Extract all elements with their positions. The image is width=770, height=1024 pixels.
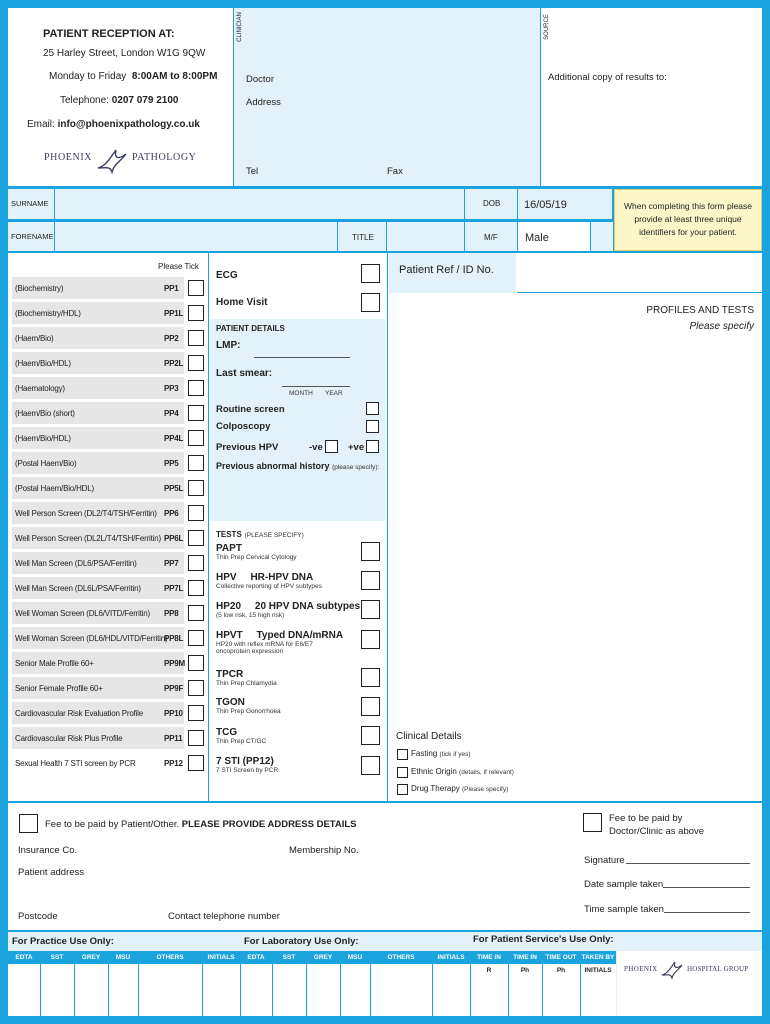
test-title: TGON [216,697,245,708]
profile-checkbox[interactable] [188,755,204,771]
profile-row [12,477,206,499]
middle-divider [387,253,388,801]
forename-field[interactable] [55,222,337,251]
profile-row [12,302,206,324]
test-title: TCG [216,727,238,738]
phoenix-bird-icon [94,146,130,176]
routine-screen-label: Routine screen [216,404,285,415]
test-sub: Thin Prep CT/GC [216,738,267,745]
profile-name: Cardiovascular Risk Evaluation Profile [15,709,144,718]
profile-row [12,452,206,474]
profile-name: Well Woman Screen (DL6/VITD/Ferritin) [15,609,151,618]
profile-code: PP9M [164,659,185,668]
profile-name: Senior Female Profile 60+ [15,684,103,693]
laboratory-table [240,951,470,1016]
patient-details-title: PATIENT DETAILS [216,324,285,333]
profile-code: PP4L [164,434,184,443]
profile-code: PP5L [164,484,184,493]
profile-row [12,602,206,624]
forename-label: FORENAME [11,232,54,241]
ps-sub-ph: Ph [520,967,530,974]
profile-name: Well Woman Screen (DL6/HDL/VITD/Ferritin) [15,634,168,643]
membership-label: Membership No. [289,845,359,856]
profile-code: PP8 [164,609,179,618]
test-title: HP20 20 HPV DNA subtypes [216,601,361,612]
identifier-notice: When completing this form please provide at least three unique identifiers for your patient. [614,189,762,251]
profile-checkbox[interactable] [188,555,204,571]
ps-sub-r: R [486,967,492,974]
test-item [216,756,278,774]
lmp-line[interactable] [254,357,350,358]
home-visit-checkbox[interactable] [361,293,380,312]
ps-sub-initials: INITIALS [584,967,612,974]
hpv-negative-checkbox[interactable] [325,440,338,453]
profile-row [12,702,206,724]
ps-col-time-in-ph: TIME IN [513,954,537,961]
drug-therapy-label: Drug Therapy (Please specify) [411,784,509,793]
profile-name: (Haem/Bio/HDL) [15,359,71,368]
profile-code: PP1 [164,284,179,293]
profile-checkbox[interactable] [188,330,204,346]
insurance-label: Insurance Co. [18,845,78,856]
fax-label: Fax [387,166,403,177]
practice-col-msu: MSU [115,954,131,961]
reception-phone: Telephone: 0207 079 2100 [60,95,179,106]
test-item [216,601,360,619]
mf-pad [591,222,613,251]
profile-row [12,677,206,699]
fasting-label: Fasting (tick if yes) [411,749,471,758]
reception-email: Email: info@phoenixpathology.co.uk [27,119,200,130]
test-sub-2: oncoprotein expression [216,648,284,655]
profile-name: (Biochemistry) [15,284,64,293]
test-sub: (5 low risk, 15 high risk) [216,612,285,619]
practice-col-others: OTHERS [156,954,184,961]
profiles-tests-field[interactable] [389,340,762,724]
profile-row [12,377,206,399]
profile-checkbox[interactable] [188,455,204,471]
additional-copy-label: Additional copy of results to: [548,72,667,83]
profile-row [12,727,206,749]
profile-checkbox[interactable] [188,280,204,296]
signature-label: Signature [584,855,625,866]
ethnic-origin-checkbox[interactable] [397,767,408,778]
test-checkbox-tcg[interactable] [361,726,380,745]
profile-row [12,552,206,574]
drug-therapy-checkbox[interactable] [397,784,408,795]
profile-checkbox[interactable] [188,355,204,371]
practice-table [8,951,240,1016]
home-visit-label: Home Visit [216,297,268,308]
phoenix-bird-icon [659,959,685,981]
patient-address-label: Patient address [18,867,85,878]
profile-name: Well Person Screen (DL2L/T4/TSH/Ferritin) [15,534,161,543]
test-title: 7 STI (PP12) [216,756,274,767]
profile-checkbox[interactable] [188,380,204,396]
profile-code: PP7 [164,559,179,568]
profile-checkbox[interactable] [188,730,204,746]
mf-label-cell [465,222,517,251]
mf-field[interactable] [518,222,590,251]
practice-col-initials: INITIALS [207,954,235,961]
reception-hours: Monday to Friday 8:00AM to 8:00PM [49,71,218,82]
profile-row [12,427,206,449]
year-label: YEAR [325,390,343,397]
lmp-label: LMP: [216,340,241,351]
patient-ref-label-cell [389,253,516,293]
practice-col-grey: GREY [81,954,101,961]
profiles-tests-title: PROFILES AND TESTS [646,305,754,316]
profile-checkbox[interactable] [188,605,204,621]
profile-row [12,577,206,599]
signature-line[interactable] [626,863,750,864]
profile-code: PP4 [164,409,179,418]
profile-code: PP6 [164,509,179,518]
practice-col-edta: EDTA [15,954,33,961]
profile-code: PP2L [164,359,184,368]
profile-name: (Postal Haem/Bio/HDL) [15,484,94,493]
date-taken-label: Date sample taken [584,879,664,890]
tel-label: Tel [246,166,259,177]
profile-name: Well Person Screen (DL2/T4/TSH/Ferritin) [15,509,157,518]
profile-name: Senior Male Profile 60+ [15,659,94,668]
ethnic-origin-label: Ethnic Origin (details, if relevant) [411,767,514,776]
lab-col-edta: EDTA [247,954,265,961]
clinician-panel[interactable] [234,8,540,186]
test-title: HPV HR-HPV DNA [216,572,314,583]
profile-checkbox[interactable] [188,305,204,321]
profile-code: PP11 [164,734,183,743]
test-item [216,669,277,687]
phoenix-pathology-logo: PHOENIX PATHOLOGY [44,148,214,178]
profile-code: PP7L [164,584,184,593]
title-label-cell [338,222,386,251]
profile-name: (Haem/Bio (short) [15,409,75,418]
test-checkbox-hp20[interactable] [361,600,380,619]
month-label: MONTH [289,390,313,397]
patient-fee-label: Fee to be paid by Patient/Other. PLEASE PROVIDE ADDRESS DETAILS [45,819,357,830]
profile-checkbox[interactable] [188,505,204,521]
address-label: Address [246,97,281,108]
date-taken-line[interactable] [663,887,750,888]
test-sub: Thin Prep Cervical Cytology [216,554,297,561]
patient-ref-label: Patient Ref / ID No. [399,264,494,276]
doctor-fee-checkbox[interactable] [583,813,602,832]
test-title: TPCR [216,669,244,680]
test-title: PAPT [216,543,242,554]
profile-row [12,352,206,374]
test-checkbox-hpvt[interactable] [361,630,380,649]
profile-name: Well Man Screen (DL6L/PSA/Ferritin) [15,584,141,593]
source-side-label: SOURCE [544,14,550,40]
previous-hpv-label: Previous HPV [216,442,279,453]
profile-name: (Postal Haem/Bio) [15,459,77,468]
test-item [216,727,266,745]
test-sub: Collective reporting of HPV subtypes [216,583,322,590]
profile-row [12,402,206,424]
profile-code: PP1L [164,309,184,318]
fasting-checkbox[interactable] [397,749,408,760]
profile-code: PP6L [164,534,184,543]
profile-name: (Haem/Bio) [15,334,54,343]
hospital-group-logo: PHOENIX HOSPITAL GROUP [617,951,762,1016]
lab-col-others: OTHERS [387,954,415,961]
ecg-checkbox[interactable] [361,264,380,283]
profile-name: (Haem/Bio/HDL) [15,434,71,443]
profile-checkbox[interactable] [188,680,204,696]
lab-col-sst: SST [282,954,296,961]
dob-field[interactable] [518,189,612,219]
test-sub: Thin Prep Chlamydia [216,680,277,687]
routine-screen-checkbox[interactable] [366,402,379,415]
hpv-negative-label: -ve [309,442,323,453]
profile-checkbox[interactable] [188,705,204,721]
patient-ref-field[interactable] [517,253,762,293]
practice-use-label: For Practice Use Only: [12,936,114,947]
ps-col-taken-by: TAKEN BY [581,954,615,961]
mf-label: M/F [484,233,498,242]
test-checkbox-papt[interactable] [361,542,380,561]
profile-code: PP2 [164,334,179,343]
colposcopy-label: Colposcopy [216,421,271,432]
dob-label: DOB [483,199,501,208]
profiles-divider [208,253,209,801]
contact-phone-label: Contact telephone number [168,911,280,922]
surname-label: SURNAME [11,199,49,208]
lab-col-initials: INITIALS [437,954,465,961]
surname-field[interactable] [55,189,464,219]
dob-value: 16/05/19 [524,199,567,211]
test-checkbox-7sti[interactable] [361,756,380,775]
test-item [216,543,297,561]
practice-col-sst: SST [50,954,64,961]
tests-title: TESTS (PLEASE SPECIFY) [216,530,304,539]
profile-row [12,627,206,649]
test-sub: Thin Prep Gonorrhoea [216,708,281,715]
profile-row [12,527,206,549]
test-sub: HP20 with reflex mRNA for E6/E7 [216,641,313,648]
ps-col-time-in-r: TIME IN [477,954,501,961]
last-smear-line[interactable] [282,386,350,387]
previous-abnormal-label: Previous abnormal history (please specify): [216,461,380,471]
profile-checkbox[interactable] [188,655,204,671]
profile-checkbox[interactable] [188,430,204,446]
profile-code: PP10 [164,709,183,718]
profile-checkbox[interactable] [188,580,204,596]
reception-address: 25 Harley Street, London W1G 9QW [43,48,206,59]
test-item [216,630,343,655]
patient-service-label: For Patient Service's Use Only: [473,934,614,945]
source-panel[interactable] [541,8,762,186]
profile-code: PP5 [164,459,179,468]
postcode-label: Postcode [18,911,58,922]
last-smear-label: Last smear: [216,368,273,379]
ps-sub-ph-out: Ph [556,967,566,974]
profile-code: PP9F [164,684,184,693]
doctor-fee-label: Fee to be paid by Doctor/Clinic as above [609,813,705,837]
reception-title: PATIENT RECEPTION AT: [43,28,175,40]
laboratory-use-label: For Laboratory Use Only: [244,936,359,947]
ecg-label: ECG [216,270,238,281]
time-taken-line[interactable] [664,912,750,913]
test-sub: 7 STI Screen by PCR [216,767,279,774]
hpv-positive-checkbox[interactable] [366,440,379,453]
profile-row [12,277,206,299]
profile-row [12,752,206,774]
profile-name: Sexual Health 7 STI screen by PCR [15,759,136,768]
reception-panel [8,8,233,186]
test-item [216,572,322,590]
profile-name: (Haematology) [15,384,65,393]
test-checkbox-tpcr[interactable] [361,668,380,687]
hpv-positive-label: +ve [348,442,365,453]
time-taken-label: Time sample taken [584,904,664,915]
patient-fee-checkbox[interactable] [19,814,38,833]
test-checkbox-tgon[interactable] [361,697,380,716]
please-tick-label: Please Tick [158,262,199,271]
profile-name: Cardiovascular Risk Plus Profile [15,734,123,743]
lab-col-msu: MSU [347,954,363,961]
forename-label-cell [8,222,54,251]
profile-checkbox[interactable] [188,480,204,496]
title-label: TITLE [352,233,374,242]
test-checkbox-hpv[interactable] [361,571,380,590]
profile-code: PP12 [164,759,183,768]
ps-col-time-out-ph: TIME OUT [545,954,577,961]
test-item [216,697,281,715]
test-title: HPVT Typed DNA/mRNA [216,630,344,641]
dob-label-cell [465,189,517,219]
profile-code: PP8L [164,634,184,643]
profile-checkbox[interactable] [188,630,204,646]
patient-service-table [470,951,616,1016]
profile-row [12,502,206,524]
profile-row [12,652,206,674]
profile-name: Well Man Screen (DL6/PSA/Ferritin) [15,559,137,568]
doctor-label: Doctor [246,74,274,85]
profile-name: (Biochemistry/HDL) [15,309,81,318]
profile-row [12,327,206,349]
lab-col-grey: GREY [313,954,333,961]
surname-label-cell [8,189,54,219]
colposcopy-checkbox[interactable] [366,420,379,433]
clinician-side-label: CLINICIAN [237,12,243,42]
profile-code: PP3 [164,384,179,393]
please-specify-label: Please specify [689,321,754,332]
title-field[interactable] [387,222,464,251]
profile-checkbox[interactable] [188,530,204,546]
profile-checkbox[interactable] [188,405,204,421]
clinical-details-title: Clinical Details [396,731,462,742]
profiles-list [12,277,206,777]
mf-value: Male [525,232,549,244]
